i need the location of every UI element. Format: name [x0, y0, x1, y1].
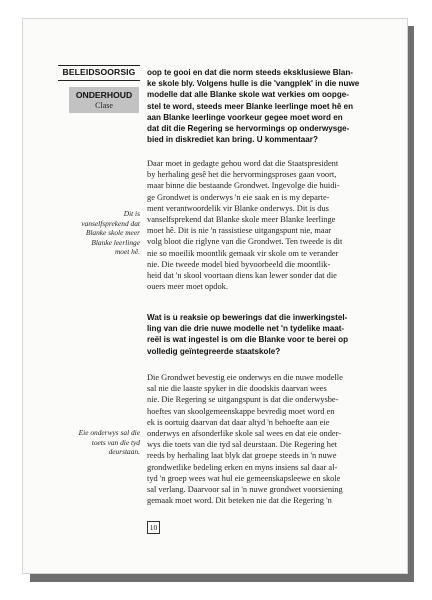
pull-quote-line: vanselfsprekend dat: [81, 218, 140, 228]
topic-box: [69, 87, 139, 113]
sidebar-bottom-rule: [58, 80, 140, 81]
text-line: oop te gooi en dat die norm steeds eksklusiewe Blan-: [147, 68, 353, 77]
pull-quote-line: toets van die tyd: [91, 437, 140, 447]
text-line: reël is wat ingestel is om die Blanke voor te berei op: [147, 335, 349, 345]
pull-quote-line: deurstaan.: [108, 447, 140, 457]
topic-title: ONDERHOUD: [75, 90, 133, 100]
text-line: grondwetlike bedeling erken en myns insiens sal daar al-: [147, 462, 338, 472]
pull-quote-line: Blanke leerlinge: [91, 237, 140, 247]
text-line: stel te word, steeds meer Blanke leerlinge moet hê en: [147, 101, 354, 111]
text-line: volg bloot die riglyne van die Grondwet. Ten tweede is dit: [147, 237, 343, 247]
author-name: Clase: [95, 101, 113, 110]
text-line: ling van die drie nuwe modelle net 'n tydelike maat-: [147, 324, 345, 334]
text-line: dat dit die Regering se hervormings op onderwysge-: [147, 124, 350, 134]
text-line: ke skole bly. Volgens hulle is die 'vangplek' in die nuwe: [147, 79, 360, 89]
pull-quote-line: Dit is: [123, 209, 140, 218]
text-line: bied in diskrediet kan bring. U kommentaar?: [147, 135, 318, 145]
text-line: nie. Die Regering se uitgangspunt is dat die onderwysbe-: [147, 395, 339, 405]
text-line: ek is oortuig daarvan dat daar altyd 'n behoefte aan eie: [147, 417, 330, 427]
pull-quote-line: moet hê.: [114, 247, 140, 257]
text-line: tyd 'n groep wees wat hul eie gemeenskapsleewe en skole: [147, 473, 341, 483]
text-line: hoeftes van skoolgemeenskappe bevredig moet word en: [147, 406, 335, 416]
pull-quote-line: Blanke skole meer: [85, 228, 140, 238]
section-label: BELEIDSOORSIG: [62, 67, 136, 77]
text-line: reeds by herhaling laat blyk dat groepe steeds in 'n nuwe: [147, 451, 337, 461]
sidebar-top-rule: [58, 65, 140, 66]
text-line: gemaak moet word. Dit beteken nie dat die Regering 'n: [147, 496, 332, 506]
answer-paragraph-2: [147, 372, 373, 506]
text-line: ge Grondwet is onderwys 'n eie saak en is my departe-: [147, 192, 330, 202]
question-paragraph-1: [147, 67, 373, 145]
text-line: Daar moet in gedagte gehou word dat die Staatspresident: [147, 159, 339, 168]
text-line: heid dat 'n skool voortaan diens kan lewer sonder dat die: [147, 271, 337, 281]
text-line: onderwys en afsonderlike skole sal wees en dat eie onder-: [147, 429, 342, 439]
pull-quote-1: [58, 209, 140, 257]
pull-quote-2: [58, 428, 140, 457]
text-line: nie so moeilik moontlik gemaak vir skole om te verander: [147, 248, 339, 258]
pull-quote-line: Eie onderwys sal die: [78, 428, 140, 437]
text-line: ment verantwoordelik vir Blanke onderwys. Dit is dus: [147, 203, 329, 213]
text-line: sal verlang. Daarvoor sal in 'n nuwe grondwet voorsiening: [147, 485, 343, 495]
text-line: moet hê. Dit is nie 'n rassistiese uitgangspunt nie, maar: [147, 226, 332, 236]
text-line: vanselfsprekend dat Blanke skole meer Blanke leerlinge: [147, 215, 336, 225]
text-line: volledig geïntegreerde staatskole?: [147, 346, 281, 356]
text-line: by herhaling gesê het die hervormingsproses gaan voort,: [147, 170, 337, 180]
page-number: 10: [147, 521, 160, 534]
question-paragraph-2: [147, 312, 373, 357]
text-line: aan Blanke leerlinge voorkeur gegee moet word en: [147, 112, 343, 122]
text-line: nie. Die tweede model bied byvoorbeeld die moontlik-: [147, 259, 331, 269]
answer-paragraph-1: [147, 158, 373, 292]
text-line: Wat is u reaksie op bewerings dat die inwerkingstel-: [147, 313, 348, 322]
text-line: wys die toets van die tyd sal deurstaan. Die Regering het: [147, 440, 338, 450]
text-line: Die Grondwet bevestig eie onderwys en die nuwe modelle: [147, 373, 343, 382]
text-line: maar binne die bestaande Grondwet. Ingevolge die huidi-: [147, 181, 340, 191]
text-line: ouers meer moet opdok.: [147, 282, 228, 292]
text-line: sal nie die laaste spyker in die doodskis daarvan wees: [147, 384, 327, 394]
text-line: modelle dat alle Blanke skole wat verkies om oopge-: [147, 90, 349, 100]
